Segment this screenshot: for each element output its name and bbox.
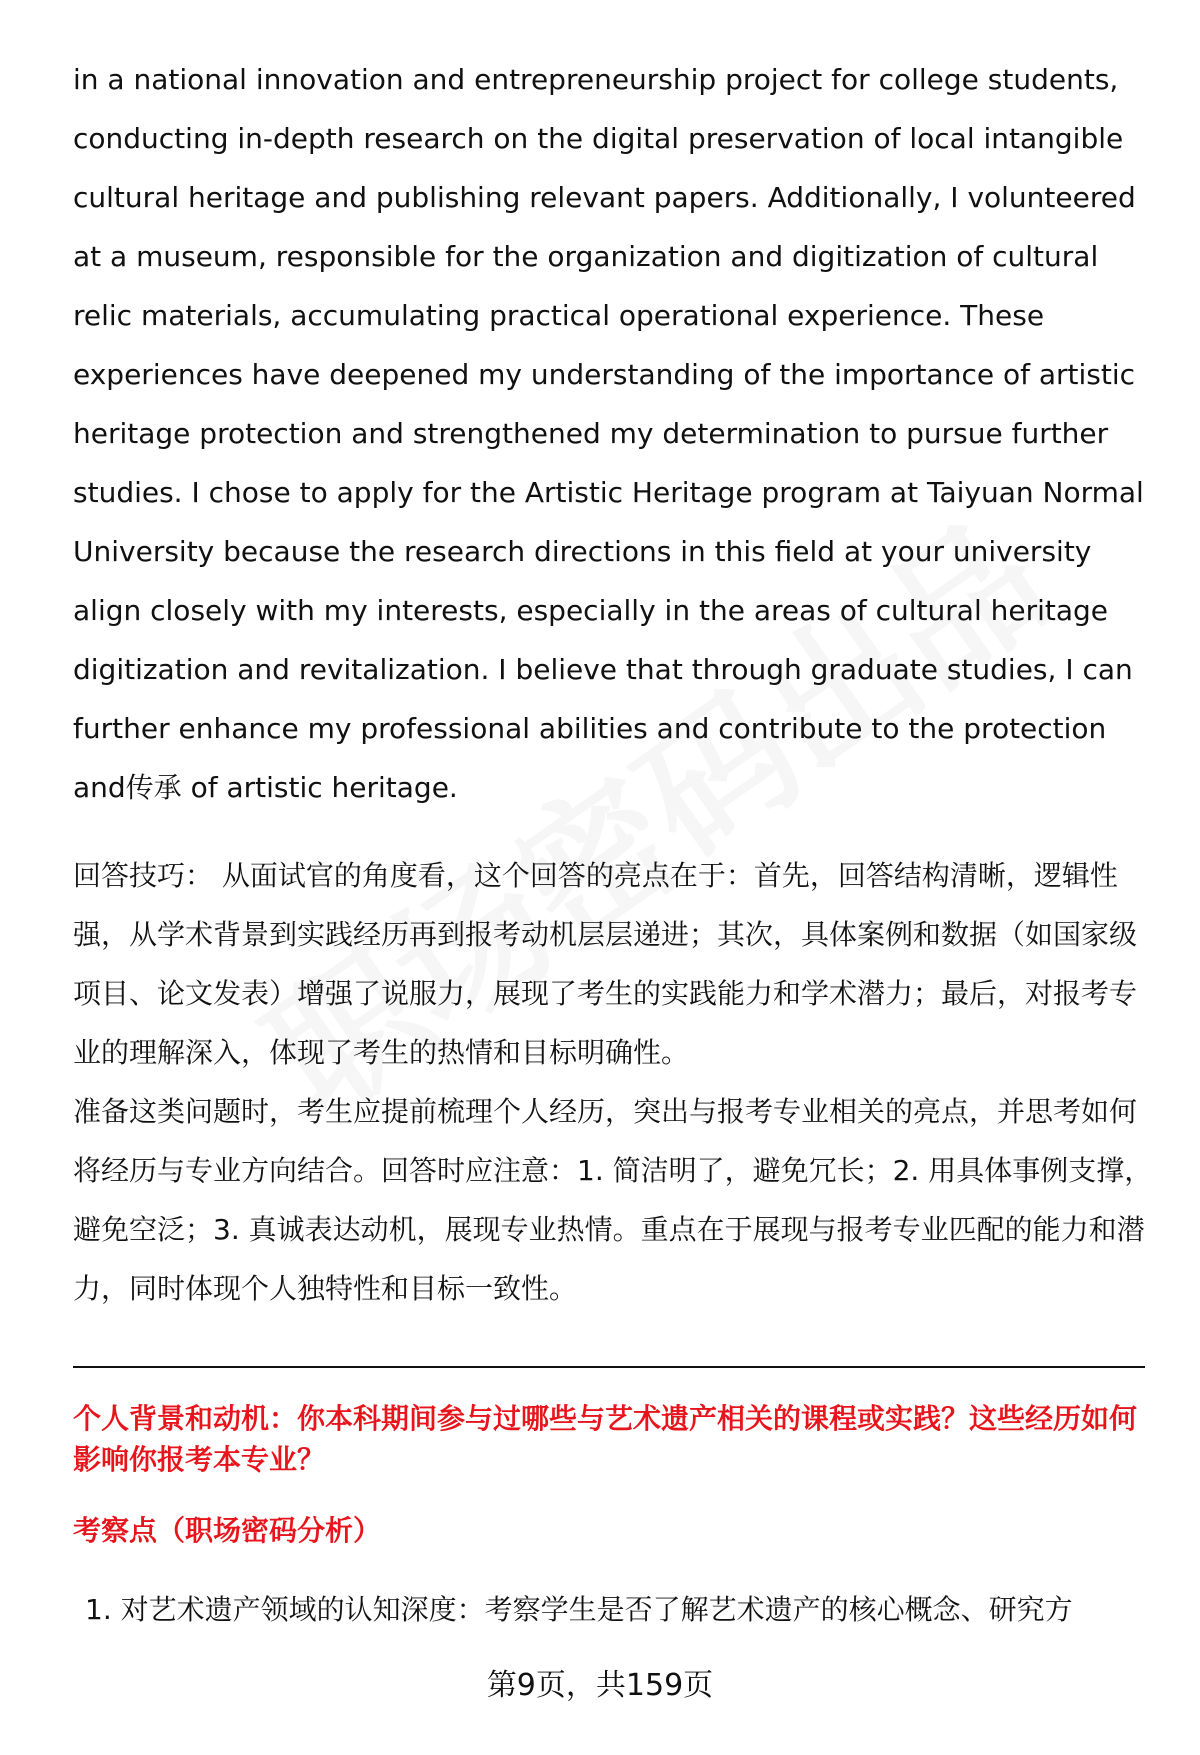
question-heading: 个人背景和动机：你本科期间参与过哪些与艺术遗产相关的课程或实践？这些经历如何影响你报考本专业？ <box>73 1402 1138 1476</box>
page-footer: 第9页，共159页 <box>486 1668 714 1703</box>
exam-points-heading: 考察点（职场密码分析） <box>73 1514 382 1547</box>
divider <box>73 1366 1145 1368</box>
answer-tips <box>73 846 1153 1318</box>
list-item: 1. 对艺术遗产领域的认知深度：考察学生是否了解艺术遗产的核心概念、研究方 <box>85 1593 1073 1626</box>
tips-paragraph: 回答技巧： 从面试官的角度看，这个回答的亮点在于：首先，回答结构清晰，逻辑性强，从学术背景到实践经历再到报考动机层层递进；其次，具体案例和数据（如国家级项目、论文发表）增强了说服力，展现了考生的实践能力和学术潜力；最后，对报考专业的理解深入，体现了考生的热情和目标明确性。 <box>73 859 1138 1069</box>
tips-paragraph: 准备这类问题时，考生应提前梳理个人经历，突出与报考专业相关的亮点，并思考如何将经历与专业方向结合。回答时应注意：1. 简洁明了，避免冗长；2. 用具体事例支撑，避免空泛；3. 真诚表达动机，展现专业热情。重点在于展现与报考专业匹配的能力和潜力，同时体现个人独特性和目标一致性。 <box>73 1095 1153 1305</box>
answer-paragraph: in a national innovation and entrepreneurship project for college students, conducting in-depth research on the digital preservation of local intangible cultural heritage and publishing relevant papers. Additionally, I volunteered at a museum, responsible for the organization and digitization of cultural relic materials, accumulating practical operational experience. These experiences have deepened my understanding of the importance of artistic heritage protection and strengthened my determination to pursue further studies. I chose to apply for the Artistic Heritage program at Taiyuan Normal University because the research directions in this field at your university align closely with my interests, especially in the areas of cultural heritage digitization and revitalization. I believe that through graduate studies, I can further enhance my professional abilities and contribute to the protection and传承 of artistic heritage. <box>73 63 1144 804</box>
